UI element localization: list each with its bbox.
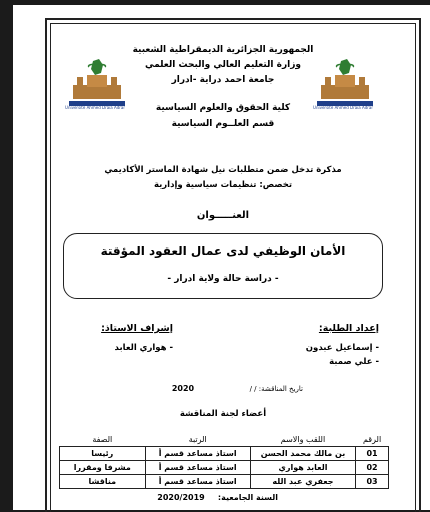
thesis-subtitle: - دراسة حالة ولاية ادرار - — [167, 274, 279, 284]
row-number: 01 — [356, 447, 389, 461]
row-role: رئيسا — [60, 447, 146, 461]
defense-date-label: تاريخ المناقشة: / / — [249, 385, 303, 393]
table-row — [60, 475, 389, 489]
ministry-name: وزارة التعليم العالي والبحث العلمي — [144, 60, 302, 70]
faculty-name: كلية الحقوق والعلوم السياسية — [155, 103, 291, 113]
memo-description: مذكرة تدخل ضمن متطلبات نيل شهادة الماستر الأكاديمي — [104, 165, 342, 175]
academic-year-label: السنة الجامعية: — [217, 493, 278, 502]
column-header-number: الرقم — [362, 435, 382, 444]
table-row — [60, 447, 389, 461]
title-heading: العنـــــوان — [196, 210, 250, 221]
department-name: قسم العلــوم السياسية — [171, 119, 275, 129]
column-header-name: اللقب والاسم — [280, 435, 326, 444]
logo-caption-right: Université Ahmed Draïa Adrar — [313, 105, 373, 110]
supervisor-name: - هواري العابد — [114, 343, 173, 353]
row-role: مناقشا — [60, 475, 146, 489]
thesis-title: الأمان الوظيفي لدى عمال العقود المؤقتة — [100, 244, 346, 258]
row-name: بن مالك محمد الحسن — [250, 447, 355, 461]
student-name-2: - علي صمبة — [329, 357, 379, 367]
row-rank: استاذ مساعد قسم أ — [145, 461, 250, 475]
supervisor-heading: إشراف الاستاذ: — [101, 323, 173, 334]
committee-header-row — [60, 433, 389, 447]
republic-name: الجمهورية الجزائرية الديمقراطية الشعبية — [132, 45, 314, 55]
logo-caption-left: Université Ahmed Draïa Adrar — [65, 105, 125, 110]
university-name: جامعة احمد دراية -ادرار — [171, 75, 275, 85]
row-rank: استاذ مساعد قسم أ — [145, 475, 250, 489]
row-name: العابد هواري — [250, 461, 355, 475]
committee-table — [59, 433, 389, 489]
row-number: 03 — [356, 475, 389, 489]
row-name: جعفري عبد الله — [250, 475, 355, 489]
table-row — [60, 461, 389, 475]
row-number: 02 — [356, 461, 389, 475]
defense-year: 2020 — [171, 384, 195, 393]
academic-year: 2020/2019 — [157, 493, 205, 502]
student-name-1: - إسماعيل عبدون — [305, 343, 379, 353]
row-rank: استاذ مساعد قسم أ — [145, 447, 250, 461]
document-page — [13, 5, 430, 510]
column-header-role: الصفة — [92, 435, 113, 444]
column-header-rank: الرتبة — [188, 435, 207, 444]
students-heading: إعداد الطلبة: — [318, 323, 379, 334]
committee-heading: أعضاء لجنة المناقشة — [179, 409, 267, 419]
row-role: مشرفا ومقررا — [60, 461, 146, 475]
memo-specialty: تخصص: تنظيمات سياسية وإدارية — [153, 180, 293, 190]
thesis-title-box — [63, 233, 383, 299]
